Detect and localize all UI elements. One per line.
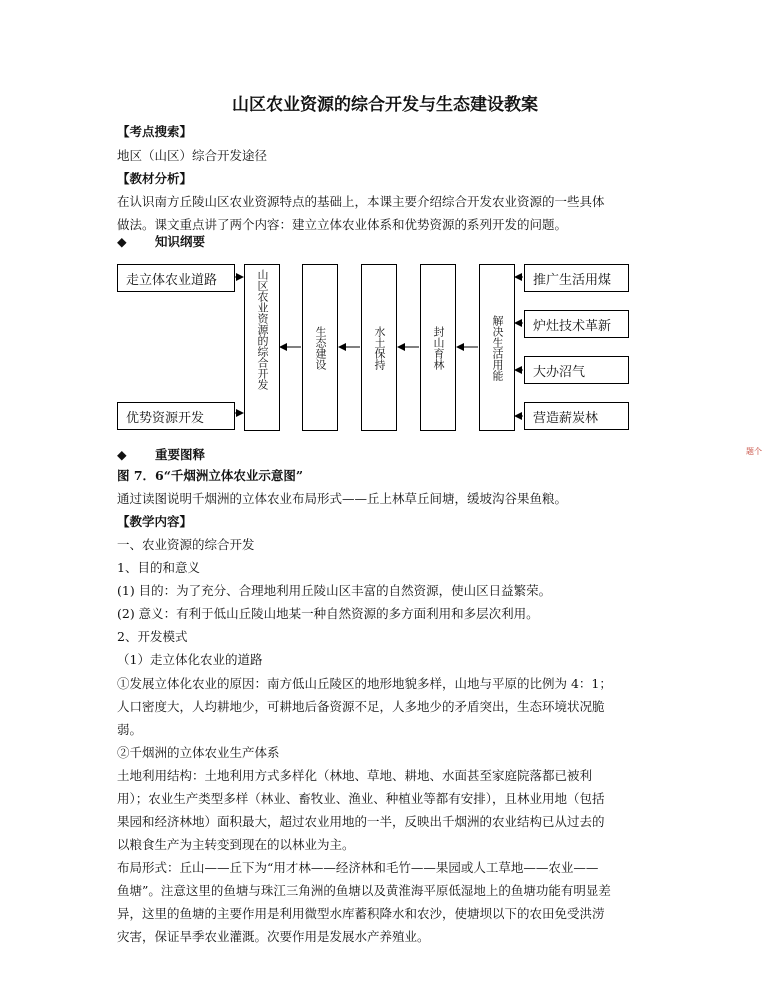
heading-neirong: 【教学内容】 xyxy=(117,514,193,529)
mode-1: （1）走立体化农业的道路 xyxy=(117,652,263,667)
knowledge-outline-heading xyxy=(117,232,205,250)
box-right-1: 推广生活用煤 xyxy=(524,264,629,292)
reason-line-2: 人口密度大，人均耕地少，可耕地后备资源不足，人多地少的矛盾突出，生态环境状况脆 xyxy=(117,699,605,714)
structure-line-2: 用）；农业生产类型多样（林业、畜牧业、渔业、种植业等都有安排），且林业用地（包括 xyxy=(117,791,605,806)
margin-note: 题个 xyxy=(746,447,762,456)
box-fengshan-yulin: 封山育林 xyxy=(420,264,456,431)
figure-text: 通过读图说明千烟洲的立体农业布局形式——丘上林草丘间塘，缓坡沟谷果鱼粮。 xyxy=(117,491,568,506)
box-youshi-ziyuan: 优势资源开发 xyxy=(117,402,235,430)
heading-kaodian: 【考点搜索】 xyxy=(117,124,193,139)
box-right-3: 大办沼气 xyxy=(524,356,629,384)
purpose-line: (1) 目的：为了充分、合理地利用丘陵山区丰富的自然资源，使山区日益繁荣。 xyxy=(117,583,552,598)
figure-heading xyxy=(117,445,205,463)
box-lititi-nongye: 走立体农业道路 xyxy=(117,264,235,292)
box-zonghe-kaifa: 山区农业资源的综合开发 xyxy=(244,264,280,431)
layout-line-1: 布局形式：丘山——丘下为“用才林——经济林和毛竹——果园或人工草地——农业—— xyxy=(117,860,599,875)
box-shengtai-jianshe: 生态建设 xyxy=(302,264,338,431)
page-title: 山区农业资源的综合开发与生态建设教案 xyxy=(232,95,538,115)
subsection-2: 2、开发模式 xyxy=(117,629,188,644)
kaodian-text: 地区（山区）综合开发途径 xyxy=(117,148,268,163)
box-right-4: 营造薪炭林 xyxy=(524,402,629,430)
meaning-line: (2) 意义：有利于低山丘陵山地某一种自然资源的多方面利用和多层次利用。 xyxy=(117,606,539,621)
structure-line-3: 果园和经济林地）面积最大，超过农业用地的一半，反映出千烟洲的农业结构已从过去的 xyxy=(117,814,605,829)
jiaocai-line-2: 做法。课文重点讲了两个内容：建立立体农业体系和优势资源的系列开发的问题。 xyxy=(117,217,568,232)
qianyanzhou-heading: ②千烟洲的立体农业生产体系 xyxy=(117,745,280,760)
layout-line-3: 异，这里的鱼塘的主要作用是利用微型水库蓄积降水和农沙，使塘坝以下的农田免受洪涝 xyxy=(117,906,605,921)
box-shuitu-baochi: 水土保持 xyxy=(361,264,397,431)
diamond-bullet-icon: ◆ xyxy=(117,447,127,462)
diamond-bullet-icon: ◆ xyxy=(117,234,127,249)
reason-line-1: ①发展立体化农业的原因：南方低山丘陵区的地形地貌多样，山地与平原的比例为 4：1； xyxy=(117,676,612,691)
subsection-1: 1、目的和意义 xyxy=(117,560,200,575)
box-jiejue-yongneng: 解决生活用能 xyxy=(479,264,515,431)
heading-jiaocai: 【教材分析】 xyxy=(117,171,193,186)
figure-heading-label: 重要图释 xyxy=(155,447,206,462)
figure-title: 图 7．6“千烟洲立体农业示意图” xyxy=(117,468,304,483)
reason-line-3: 弱。 xyxy=(117,722,143,737)
layout-line-2: 鱼塘”。注意这里的鱼塘与珠江三角洲的鱼塘以及黄淮海平原低湿地上的鱼塘功能有明显差 xyxy=(117,883,611,898)
layout-line-4: 灾害，保证旱季农业灌溉。次要作用是发展水产养殖业。 xyxy=(117,929,430,944)
structure-line-1: 土地利用结构：土地利用方式多样化（林地、草地、耕地、水面甚至家庭院落都已被利 xyxy=(117,768,593,783)
knowledge-outline-label: 知识纲要 xyxy=(155,234,206,249)
box-right-2: 炉灶技术革新 xyxy=(524,310,629,338)
section-1: 一、农业资源的综合开发 xyxy=(117,537,255,552)
structure-line-4: 以粮食生产为主转变到现在的以林业为主。 xyxy=(117,837,355,852)
jiaocai-line-1: 在认识南方丘陵山区农业资源特点的基础上，本课主要介绍综合开发农业资源的一些具体 xyxy=(117,194,605,209)
